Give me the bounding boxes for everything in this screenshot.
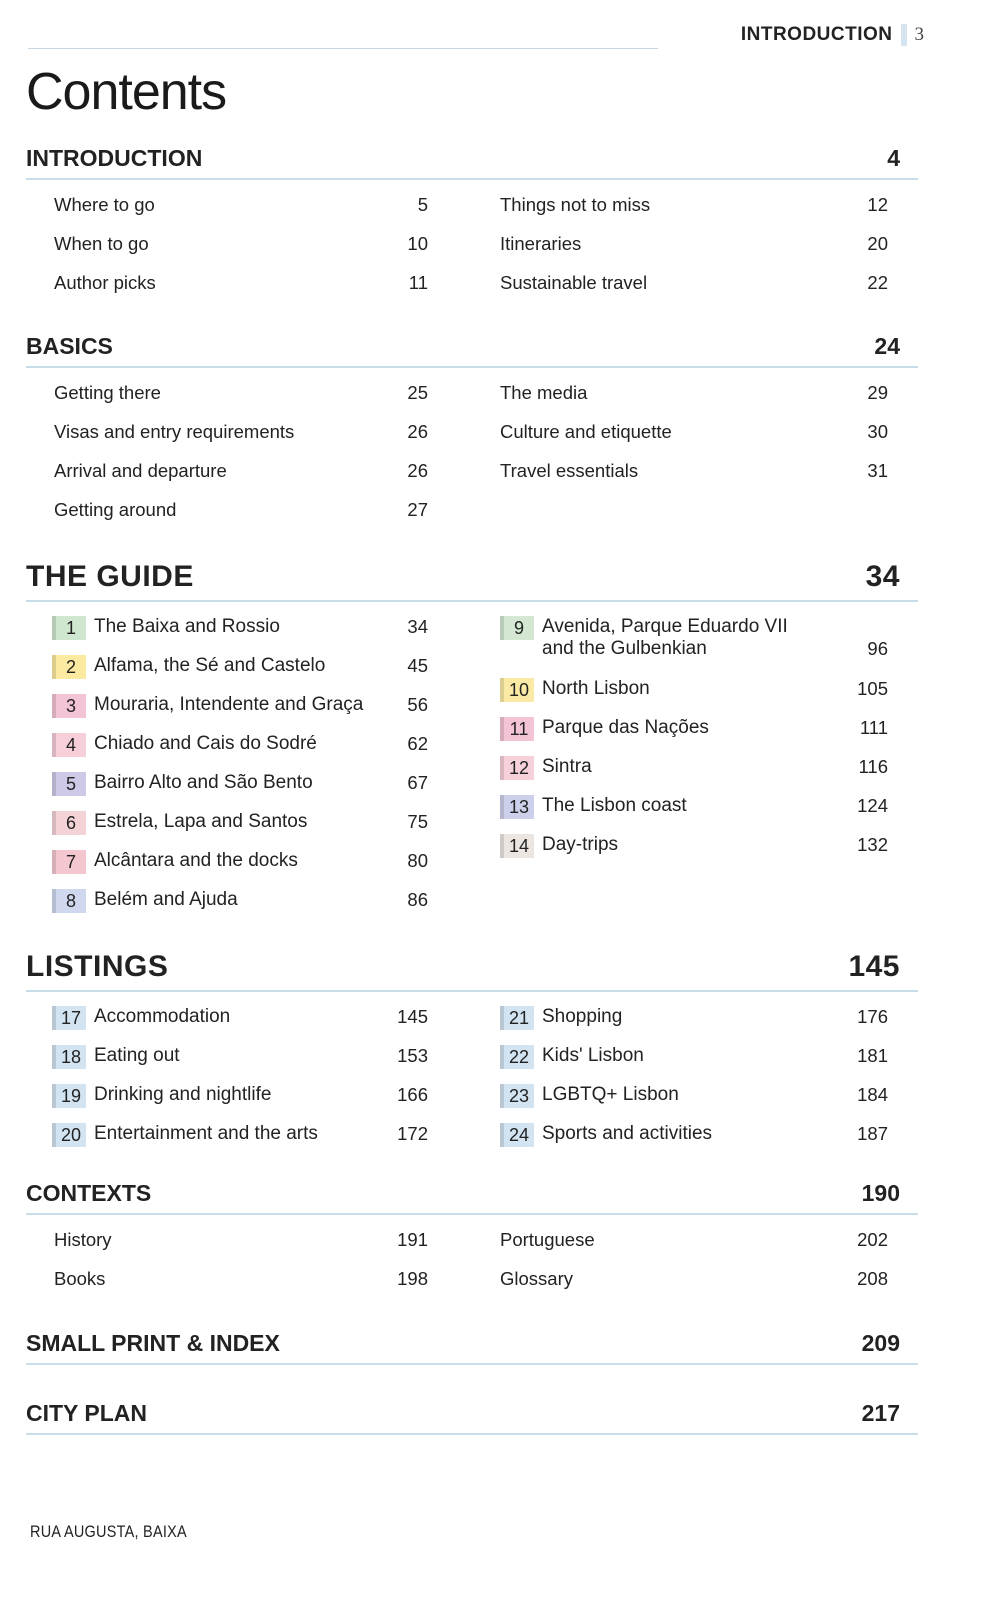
- toc-entry-label: Glossary: [500, 1268, 573, 1289]
- toc-entry[interactable]: [26, 694, 470, 733]
- toc-entry-label-group: [500, 1084, 679, 1108]
- section-header: [26, 1400, 918, 1435]
- toc-entry[interactable]: [26, 233, 470, 272]
- toc-entry-label: Eating out: [94, 1045, 180, 1066]
- toc-entry-page: 105: [857, 678, 888, 699]
- section-page: 4: [887, 145, 900, 171]
- toc-entry-label-group: [54, 1268, 105, 1290]
- entries-left: [26, 1006, 470, 1162]
- toc-entry-label-group: [54, 460, 227, 482]
- toc-entry[interactable]: [26, 421, 470, 460]
- toc-entry[interactable]: [26, 1268, 470, 1307]
- toc-entry-label: History: [54, 1229, 112, 1250]
- toc-entry-page: 86: [407, 889, 428, 910]
- toc-entry-label: Where to go: [54, 194, 155, 215]
- toc-entry-page: 27: [407, 499, 428, 520]
- toc-entry-label: Travel essentials: [500, 460, 639, 481]
- toc-entry[interactable]: [26, 1123, 470, 1162]
- toc-entry-label: Sustainable travel: [500, 272, 648, 293]
- toc-entry-label-group: [500, 678, 650, 702]
- chapter-number-badge: 23: [500, 1084, 534, 1108]
- toc-entry-label-group: [500, 1006, 622, 1030]
- toc-entry[interactable]: [470, 460, 914, 499]
- section-page: 24: [874, 333, 900, 359]
- running-head-marker: [901, 24, 907, 46]
- toc-entry-label: The Baixa and Rossio: [94, 616, 280, 637]
- chapter-number-badge: 17: [52, 1006, 86, 1030]
- toc-entry[interactable]: [470, 717, 914, 756]
- section-title: THE GUIDE: [26, 560, 194, 593]
- chapter-number-badge: 7: [52, 850, 86, 874]
- toc-entry-label-group: [500, 795, 687, 819]
- toc-entry-label: Alfama, the Sé and Castelo: [94, 655, 326, 676]
- toc-entry[interactable]: [26, 850, 470, 889]
- toc-entry-label: Things not to miss: [500, 194, 651, 215]
- chapter-number-badge: 21: [500, 1006, 534, 1030]
- toc-entry-label-group: [52, 811, 307, 835]
- toc-entry-label-group: [500, 1229, 595, 1251]
- section-title: CONTEXTS: [26, 1180, 152, 1206]
- toc-entry-label-line1: Avenida, Parque Eduardo VII: [542, 616, 788, 637]
- toc-entry-label: Parque das Nações: [542, 717, 709, 738]
- running-head: [741, 24, 924, 46]
- section-header: [26, 560, 918, 602]
- toc-entry-page: 34: [407, 616, 428, 637]
- toc-entry[interactable]: [26, 811, 470, 850]
- toc-entry-page: 184: [857, 1084, 888, 1105]
- toc-entry-page: 10: [407, 233, 428, 254]
- toc-entry-label: Getting there: [54, 382, 161, 403]
- chapter-number-badge: 8: [52, 889, 86, 913]
- toc-entry-label: Drinking and nightlife: [94, 1084, 272, 1105]
- toc-entry[interactable]: [26, 194, 470, 233]
- toc-entry-label-group: [500, 1123, 712, 1147]
- toc-entry[interactable]: [26, 272, 470, 311]
- toc-entry-page: 202: [857, 1229, 888, 1250]
- section-guide: [26, 560, 918, 928]
- toc-entry-label-group: [500, 1045, 644, 1069]
- toc-entry-label: Author picks: [54, 272, 156, 293]
- toc-entry[interactable]: [26, 1006, 470, 1045]
- toc-entry-page: 56: [407, 694, 428, 715]
- toc-entry[interactable]: [470, 616, 914, 678]
- toc-entry-label-group: [52, 1084, 271, 1108]
- toc-entry-label-group: [52, 1006, 230, 1030]
- toc-entry-label-group: [52, 772, 313, 796]
- entries-left: [26, 616, 470, 928]
- toc-entry-label-group: [52, 1045, 180, 1069]
- toc-entry-page: 31: [867, 460, 888, 481]
- chapter-number-badge: 13: [500, 795, 534, 819]
- toc-entry[interactable]: [470, 272, 914, 311]
- chapter-number-badge: 10: [500, 678, 534, 702]
- toc-entry[interactable]: [470, 1045, 914, 1084]
- toc-entry[interactable]: [26, 1229, 470, 1268]
- toc-entry-label-group: [500, 272, 647, 294]
- section-page: 209: [861, 1330, 900, 1356]
- toc-entry-label-group: [52, 616, 280, 640]
- entries-right: [470, 1006, 914, 1162]
- toc-entry-label-group: [54, 1229, 112, 1251]
- toc-entry-label: Day-trips: [542, 834, 619, 855]
- toc-entry-label: Books: [54, 1268, 106, 1289]
- toc-entry-page: 80: [407, 850, 428, 871]
- section-page: 190: [861, 1180, 900, 1206]
- toc-entry-page: 187: [857, 1123, 888, 1144]
- toc-entry-page: 153: [397, 1045, 428, 1066]
- section-listings: [26, 950, 918, 1162]
- section-header: [26, 1180, 918, 1215]
- toc-entry-page: 111: [859, 717, 888, 738]
- toc-entry[interactable]: [26, 733, 470, 772]
- toc-entry-page: 172: [397, 1123, 428, 1144]
- entries-left: [26, 194, 470, 311]
- toc-entry-label-group: [500, 382, 587, 404]
- toc-entry-label: Shopping: [542, 1006, 623, 1027]
- toc-entry-label: Itineraries: [500, 233, 582, 254]
- section-page: 145: [848, 950, 900, 983]
- toc-entry-label-group: [54, 382, 161, 404]
- toc-entry-label: Culture and etiquette: [500, 421, 672, 442]
- toc-entry-label: Sports and activities: [542, 1123, 713, 1144]
- toc-entry-page: 12: [867, 194, 888, 215]
- entries-left: [26, 1229, 470, 1307]
- chapter-number-badge: 4: [52, 733, 86, 757]
- section-basics: [26, 333, 918, 538]
- toc-entry-label: Arrival and departure: [54, 460, 227, 481]
- toc-entry-page: 166: [397, 1084, 428, 1105]
- toc-entry-page: 96: [867, 638, 888, 659]
- section-title: CITY PLAN: [26, 1400, 147, 1426]
- toc-entry[interactable]: [470, 795, 914, 834]
- toc-entry[interactable]: [26, 616, 470, 655]
- chapter-number-badge: 9: [500, 616, 534, 640]
- chapter-number-badge: 18: [52, 1045, 86, 1069]
- toc-entry[interactable]: [470, 756, 914, 795]
- toc-entry-page: 176: [857, 1006, 888, 1027]
- toc-entry[interactable]: [470, 194, 914, 233]
- toc-entry-label: The Lisbon coast: [542, 795, 687, 816]
- toc-entry[interactable]: [26, 382, 470, 421]
- section-small-print: [26, 1330, 918, 1365]
- section-page: 34: [865, 560, 900, 593]
- section-header: [26, 145, 918, 180]
- section-title: INTRODUCTION: [26, 145, 203, 171]
- chapter-number-badge: 22: [500, 1045, 534, 1069]
- toc-entry-label-group: [500, 834, 618, 858]
- toc-entry[interactable]: [470, 1084, 914, 1123]
- toc-entry[interactable]: [26, 460, 470, 499]
- page-number: 3: [914, 24, 924, 45]
- chapter-number-badge: 2: [52, 655, 86, 679]
- toc-entry-page: 145: [397, 1006, 428, 1027]
- entries-right: [470, 616, 914, 928]
- top-rule: [28, 48, 658, 49]
- page-title: Contents: [26, 63, 227, 121]
- chapter-number-badge: 3: [52, 694, 86, 718]
- toc-entry[interactable]: [26, 1045, 470, 1084]
- toc-entry-label: Chiado and Cais do Sodré: [94, 733, 317, 754]
- toc-entry-page: 198: [397, 1268, 428, 1289]
- toc-entry-label-group: [54, 421, 294, 443]
- toc-entry-page: 11: [408, 272, 428, 293]
- toc-entry-label-group: [54, 499, 176, 521]
- toc-entry-label-group: [52, 850, 298, 874]
- toc-entry-label-group: [500, 717, 709, 741]
- toc-entry-label-group: [52, 655, 325, 679]
- section-page: 217: [861, 1400, 900, 1426]
- toc-entry-page: 116: [858, 756, 888, 777]
- toc-entry[interactable]: [470, 834, 914, 873]
- section-introduction: [26, 145, 918, 311]
- toc-entry[interactable]: [470, 233, 914, 272]
- toc-entry-page: 5: [417, 194, 428, 215]
- toc-entry-label: Alcântara and the docks: [94, 850, 298, 871]
- toc-entry-label-group: [500, 1268, 573, 1290]
- photo-caption: RUA AUGUSTA, BAIXA: [30, 1522, 187, 1541]
- toc-entry[interactable]: [470, 1123, 914, 1162]
- toc-entry-page: 22: [867, 272, 888, 293]
- chapter-number-badge: 5: [52, 772, 86, 796]
- toc-entry-page: 124: [857, 795, 888, 816]
- toc-entry-label: Getting around: [54, 499, 177, 520]
- toc-entry-page: 62: [407, 733, 428, 754]
- toc-entry-label-group: [54, 233, 149, 255]
- toc-entry-label: The media: [500, 382, 588, 403]
- toc-entry[interactable]: [26, 772, 470, 811]
- toc-entry[interactable]: [470, 678, 914, 717]
- toc-entry[interactable]: [26, 499, 470, 538]
- toc-entry-label-line2: and the Gulbenkian: [542, 638, 707, 659]
- toc-entry-page: 25: [407, 382, 428, 403]
- toc-entry-label-group: [500, 756, 592, 780]
- section-header: [26, 1330, 918, 1365]
- section-title: LISTINGS: [26, 950, 169, 983]
- toc-entry-label: Accommodation: [94, 1006, 231, 1027]
- toc-entry-label-group: [500, 194, 650, 216]
- toc-entry[interactable]: [470, 421, 914, 460]
- chapter-number-badge: 1: [52, 616, 86, 640]
- toc-entry-label-group: [500, 421, 672, 443]
- toc-entry-label-group: [52, 889, 238, 913]
- toc-entry-label: When to go: [54, 233, 149, 254]
- section-title: SMALL PRINT & INDEX: [26, 1330, 280, 1356]
- toc-entry-page: 208: [857, 1268, 888, 1289]
- entries-left: [26, 382, 470, 538]
- toc-entry-label: Kids' Lisbon: [542, 1045, 644, 1066]
- toc-entry-page: 75: [407, 811, 428, 832]
- toc-entry-label-group: [52, 1123, 318, 1147]
- toc-entry-label: Entertainment and the arts: [94, 1123, 318, 1144]
- toc-entry-label: Mouraria, Intendente and Graça: [94, 694, 364, 715]
- toc-entry-page: 26: [407, 421, 428, 442]
- toc-entry-label-group: [54, 194, 155, 216]
- entries-right: [470, 194, 914, 311]
- toc-entry-label: LGBTQ+ Lisbon: [542, 1084, 679, 1105]
- section-header: [26, 950, 918, 992]
- section-title: BASICS: [26, 333, 113, 359]
- toc-entry-page: 67: [407, 772, 428, 793]
- toc-entry-page: 45: [407, 655, 428, 676]
- chapter-number-badge: 19: [52, 1084, 86, 1108]
- toc-entry-label-group: [500, 460, 638, 482]
- toc-entry-label-group: [54, 272, 156, 294]
- toc-entry[interactable]: [26, 889, 470, 928]
- toc-entry-label: Portuguese: [500, 1229, 595, 1250]
- chapter-number-badge: 12: [500, 756, 534, 780]
- toc-entry-label: Belém and Ajuda: [94, 889, 238, 910]
- toc-entry-page: 30: [867, 421, 888, 442]
- chapter-number-badge: 6: [52, 811, 86, 835]
- toc-entry-label: Bairro Alto and São Bento: [94, 772, 313, 793]
- toc-entry-page: 29: [867, 382, 888, 403]
- toc-entry[interactable]: [26, 655, 470, 694]
- toc-entry-label: [542, 616, 788, 660]
- chapter-number-badge: 20: [52, 1123, 86, 1147]
- entries-right: [470, 382, 914, 538]
- toc-entry-label: Sintra: [542, 756, 592, 777]
- section-city-plan: [26, 1400, 918, 1435]
- chapter-number-badge: 24: [500, 1123, 534, 1147]
- toc-entry[interactable]: [26, 1084, 470, 1123]
- section-contexts: [26, 1180, 918, 1307]
- chapter-number-badge: 14: [500, 834, 534, 858]
- toc-entry-page: 181: [857, 1045, 888, 1066]
- chapter-number-badge: 11: [500, 717, 534, 741]
- toc-entry[interactable]: [470, 1006, 914, 1045]
- toc-entry-page: 191: [397, 1229, 428, 1250]
- toc-entry-label-group: [52, 694, 363, 718]
- section-header: [26, 333, 918, 368]
- toc-entry-label-group: [500, 616, 788, 660]
- toc-entry-page: 26: [407, 460, 428, 481]
- toc-entry[interactable]: [470, 1229, 914, 1268]
- running-head-title: INTRODUCTION: [740, 24, 893, 45]
- entries-right: [470, 1229, 914, 1307]
- toc-entry-label: North Lisbon: [542, 678, 650, 699]
- toc-entry[interactable]: [470, 1268, 914, 1307]
- toc-entry-page: 132: [857, 834, 888, 855]
- toc-entry-label-group: [52, 733, 317, 757]
- toc-entry[interactable]: [470, 382, 914, 421]
- toc-entry-label: Visas and entry requirements: [54, 421, 295, 442]
- toc-entry-label: Estrela, Lapa and Santos: [94, 811, 308, 832]
- toc-entry-page: 20: [867, 233, 888, 254]
- toc-entry-label-group: [500, 233, 581, 255]
